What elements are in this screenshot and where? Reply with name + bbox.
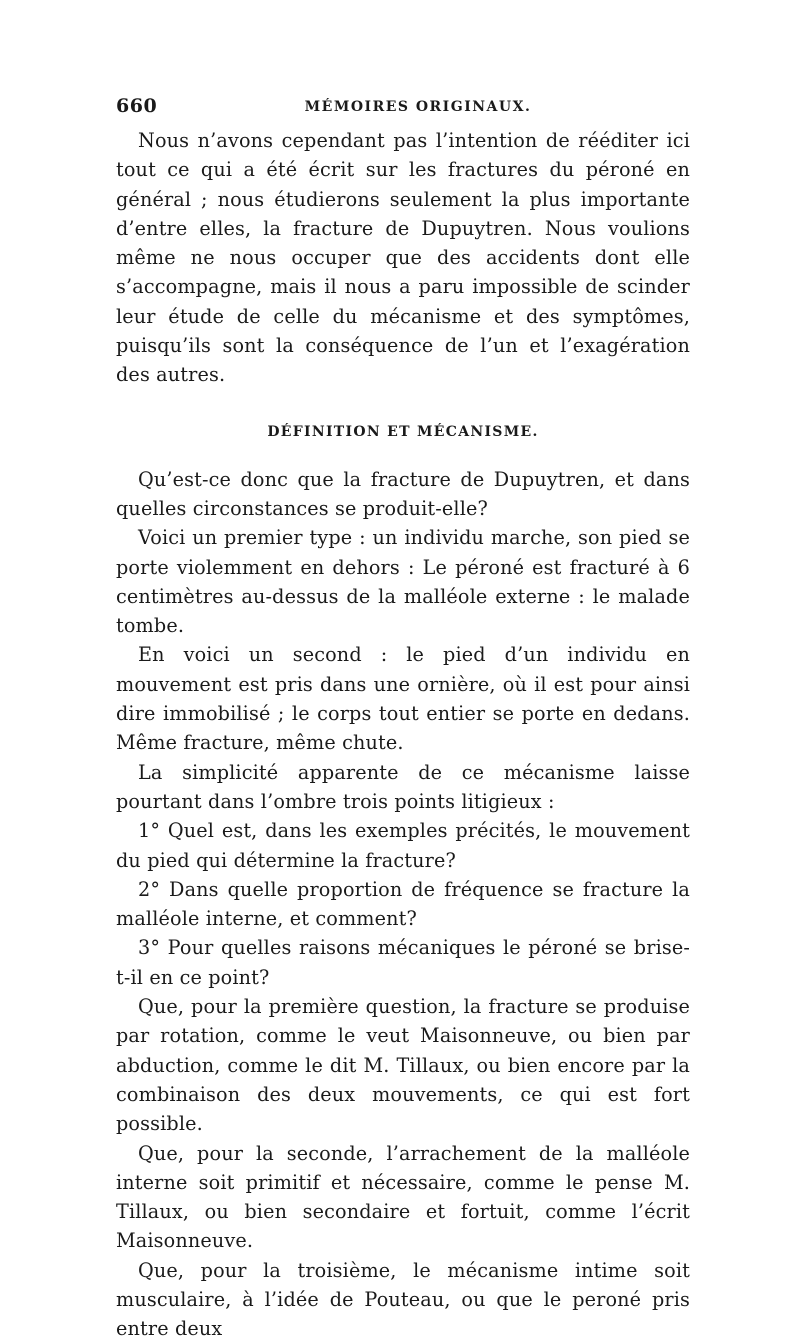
paragraph-first-question: Que, pour la première question, la fracture se produise par rotation, comme le veut Maisonneuve, ou bien par abduction, comme le dit M. Tillaux, ou bien encore par la combinaison des deux mouvements, ce qui est fort possible.	[116, 995, 690, 1136]
paragraph-question: Qu’est-ce donc que la fracture de Dupuytren, et dans quelles circonstances se produit-elle?	[116, 467, 690, 520]
point-2: 2° Dans quelle proportion de fréquence se fracture la malléole interne, et comment?	[116, 877, 690, 931]
page-number: 660	[116, 95, 158, 117]
body-text	[116, 126, 690, 1344]
paragraph-litigious-points: La simplicité apparente de ce mécanisme laisse pourtant dans l’ombre trois points litigieux :	[116, 760, 690, 813]
point-1: 1° Quel est, dans les exemples précités, le mouvement du pied qui détermine la fracture?	[116, 819, 690, 872]
paragraph-third-question: Que, pour la troisième, le mécanisme intime soit musculaire, à l’idée de Pouteau, ou que le peroné pris entre deux	[116, 1258, 690, 1341]
section-heading: DÉFINITION ET MÉCANISME.	[267, 423, 539, 440]
paragraph-second-question: Que, pour la seconde, l’arrachement de la malléole interne soit primitif et nécessaire, comme le pense M. Tillaux, ou bien secondaire et fortuit, comme l’écrit Maisonneuve.	[116, 1141, 690, 1253]
running-title: MÉMOIRES ORIGINAUX.	[304, 99, 532, 115]
running-header	[116, 95, 690, 123]
paragraph-second-type: En voici un second : le pied d’un individu en mouvement est pris dans une ornière, où il est pour ainsi dire immobilisé ; le corps tout entier se porte en dedans. Même fracture, même chute.	[116, 643, 690, 755]
point-3: 3° Pour quelles raisons mécaniques le péroné se brise-t-il en ce point?	[116, 936, 690, 989]
intro-paragraph: Nous n’avons cependant pas l’intention de rééditer ici tout ce qui a été écrit sur les fractures du péroné en général ; nous étudierons seulement la plus importante d’entre elles, la fracture de Dupuytren. Nous voulions même ne nous occuper que des accidents dont elle s’accompagne, mais il nous a paru impossible de scinder leur étude de celle du mécanisme et des symptômes, puisqu’ils sont la conséquence de l’un et l’exagération des autres.	[116, 129, 690, 387]
paragraph-first-type: Voici un premier type : un individu marche, son pied se porte violemment en dehors : Le péroné est fracturé à 6 centimètres au-dessus de la malléole externe : le malade tombe.	[116, 526, 690, 638]
